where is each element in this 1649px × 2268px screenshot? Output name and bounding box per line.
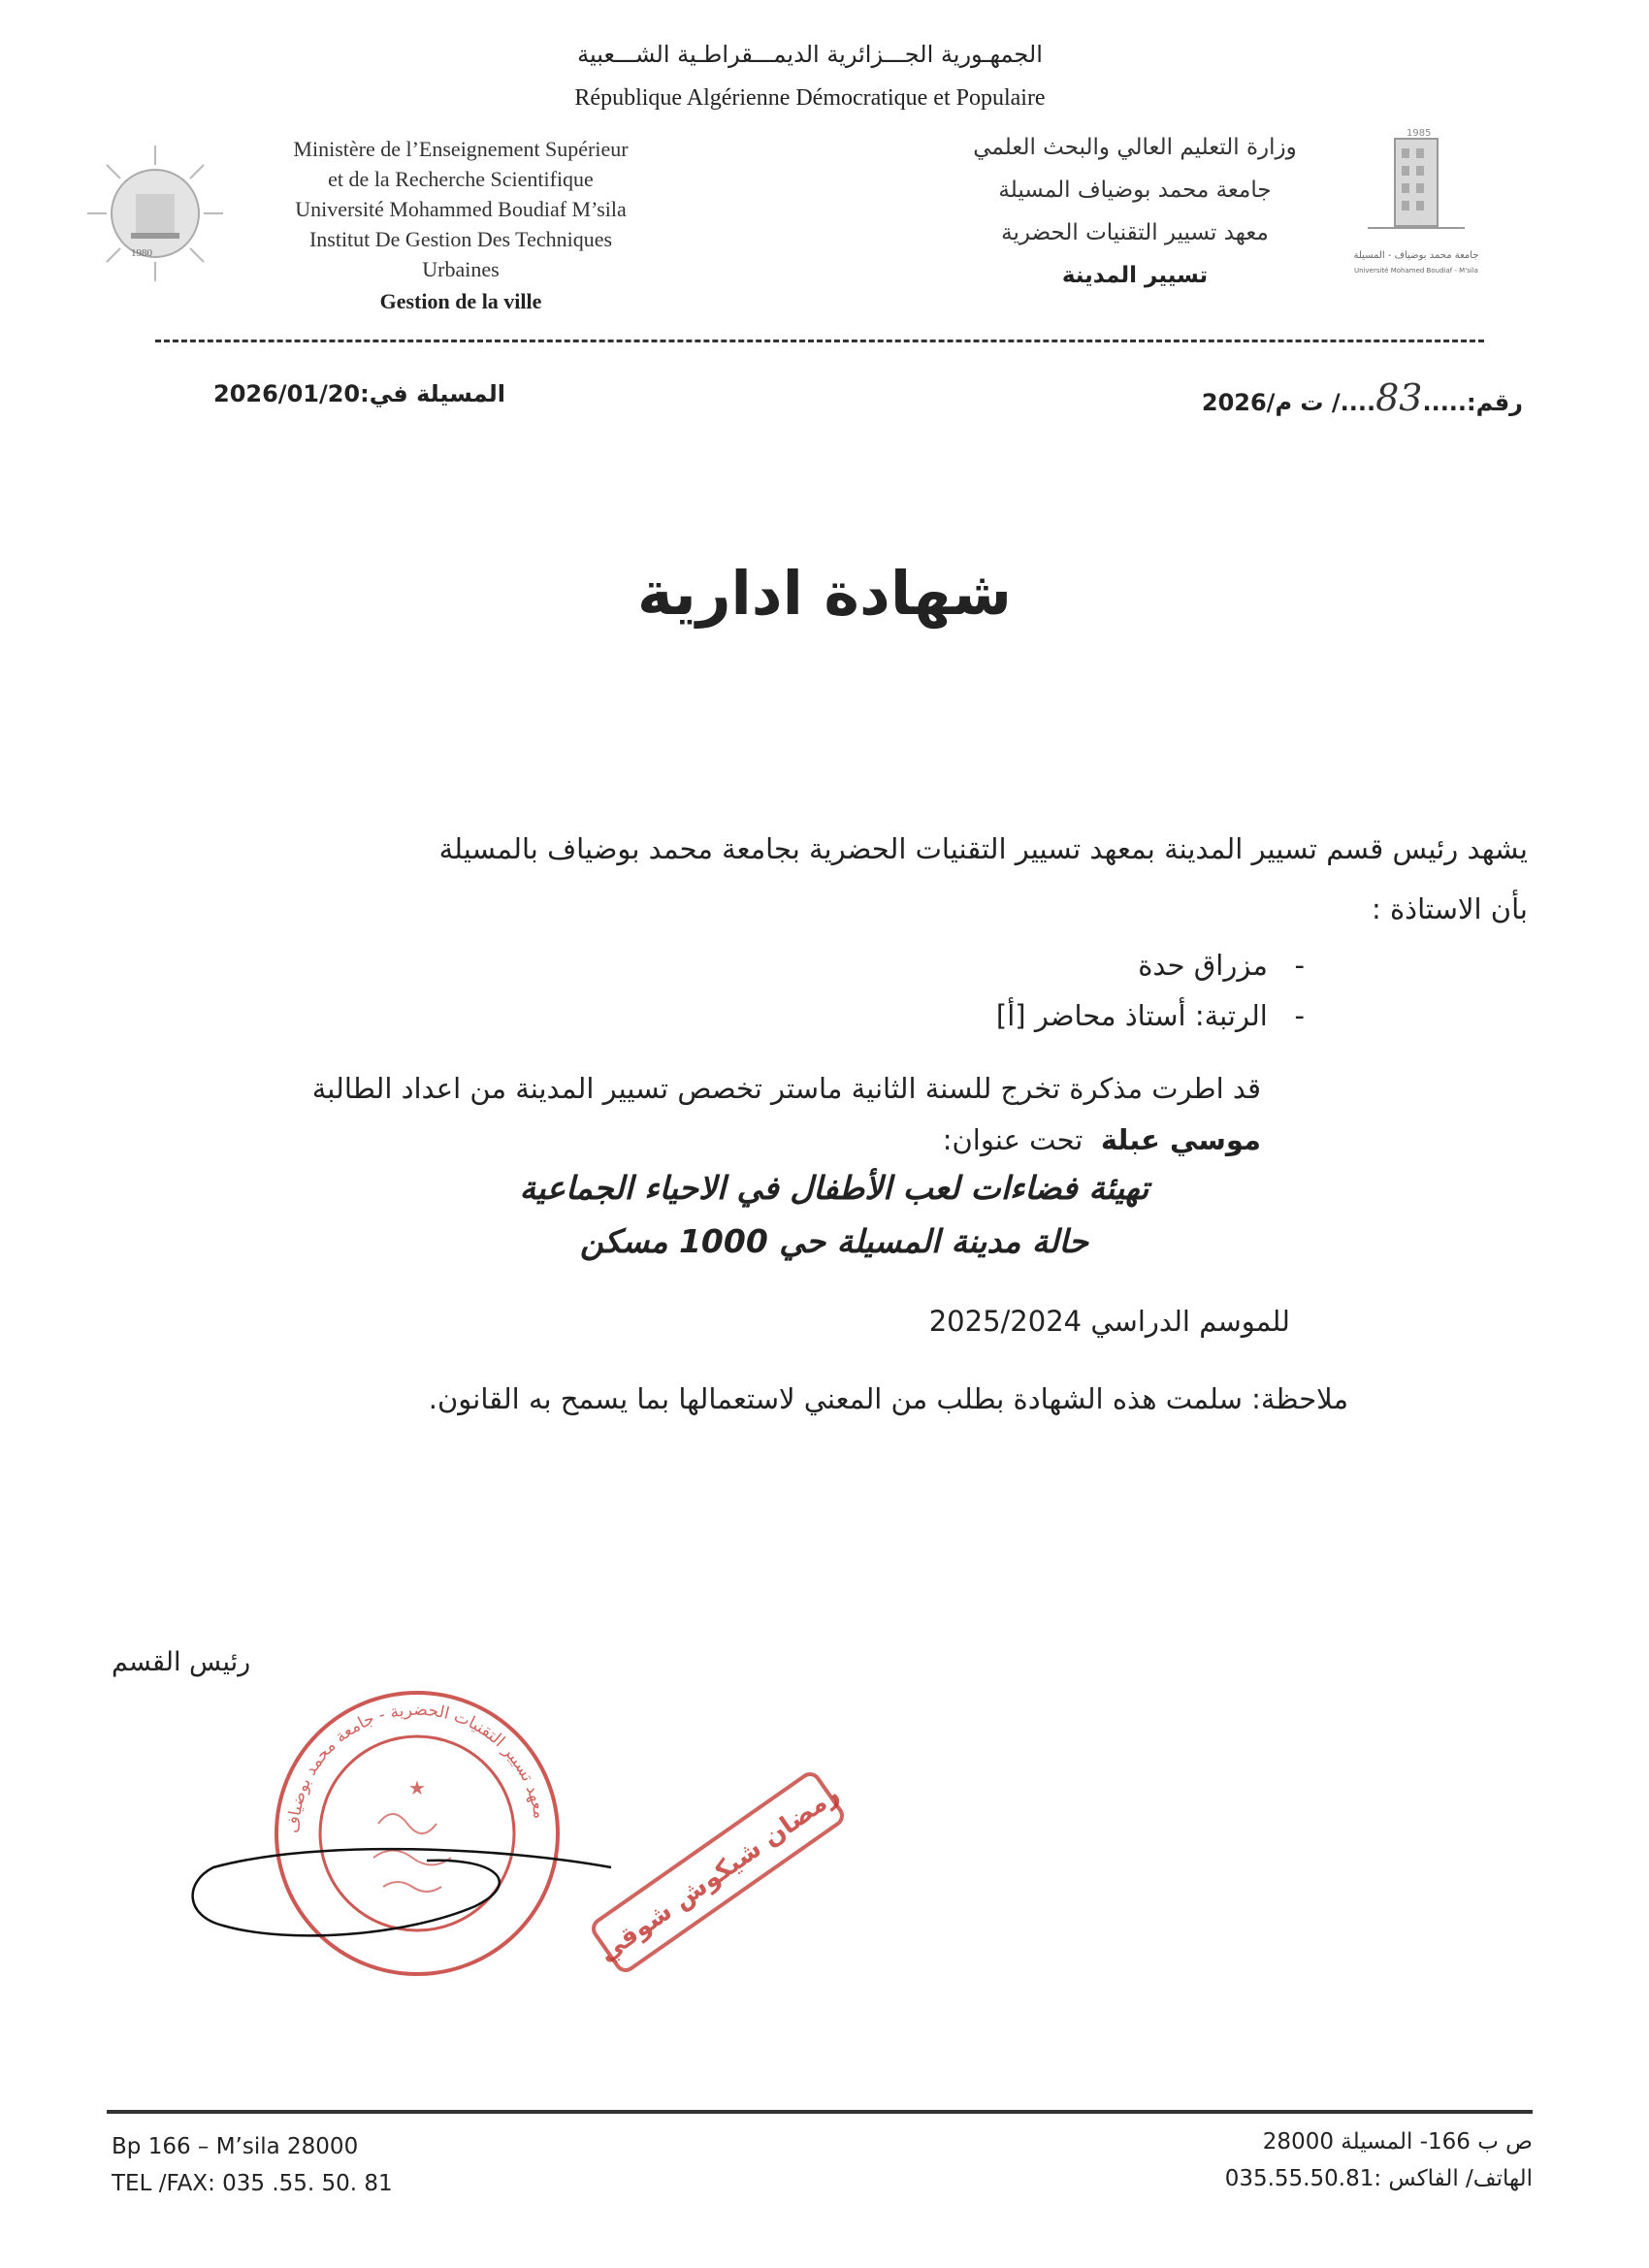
supervisor-name: مزراق حدة — [1138, 949, 1268, 982]
stamp-name-text: رمضان شيكوش شوقي — [593, 1779, 845, 1968]
body-para-2 — [943, 1123, 1261, 1156]
ministry-line-ar: وزارة التعليم العالي والبحث العلمي — [973, 135, 1297, 160]
footer-rule — [107, 2110, 1533, 2114]
sunburst-emblem-icon — [78, 136, 233, 291]
bullet-name — [1138, 949, 1305, 982]
institute-line-ar: معهد تسيير التقنيات الحضرية — [1001, 220, 1269, 245]
note: ملاحظة: سلمت هذه الشهادة بطلب من المعني لاستعمالها بما يسمح به القانون. — [428, 1382, 1348, 1415]
student-name: موسي عبلة — [1100, 1123, 1261, 1156]
body-para-1: قد اطرت مذكرة تخرج للسنة الثانية ماستر تخصص تسيير المدينة من اعداد الطالبة — [311, 1072, 1261, 1105]
seal-star-icon: ★ — [408, 1776, 426, 1799]
university-line: Université Mohammed Boudiaf M’sila — [295, 197, 627, 221]
footer-address-ar: ص ب 166- المسيلة 28000 — [1262, 2129, 1533, 2155]
right-logo-year: 1985 — [1406, 128, 1432, 139]
footer-phone-fr: TEL /FAX: 035 .55. 50. 81 — [112, 2171, 393, 2196]
university-emblem-left — [78, 136, 233, 291]
body-intro-1: يشهد رئيس قسم تسيير المدينة بمعهد تسيير التقنيات الحضرية بجامعة محمد بوضياف بالمسيلة — [438, 832, 1528, 865]
handwritten-signature — [184, 1824, 640, 1969]
svg-text:معهد تسيير التقنيات الحضرية - — [284, 1701, 549, 1834]
republic-french: République Algérienne Démocratique et Populaire — [574, 85, 1046, 111]
right-logo-caption-fr: Université Mohamed Boudiaf - M'sila — [1354, 267, 1478, 275]
republic-arabic: الجمهـورية الجـــزائرية الديمـــقراطـية الشـــعبية — [577, 41, 1043, 68]
signature-role: رئيس القسم — [112, 1647, 251, 1677]
seal-ring-text: معهد تسيير التقنيات الحضرية - جامعة محمد بوضياف — [283, 1700, 550, 1834]
university-line-ar: جامعة محمد بوضياف المسيلة — [998, 178, 1272, 203]
bullet-dash: - — [1267, 949, 1305, 982]
thesis-title-2: حالة مدينة المسيلة حي 1000 مسكن — [579, 1222, 1089, 1260]
right-logo-caption-ar: جامعة محمد بوضياف - المسيلة — [1353, 250, 1479, 261]
bullet-rank — [996, 999, 1305, 1032]
date-label: المسيلة في: — [360, 380, 505, 407]
document-title: شهادة ادارية — [636, 558, 1013, 629]
department-line-ar: تسيير المدينة — [1061, 263, 1209, 288]
ministry-line: Ministère de l’Enseignement Supérieur — [293, 137, 629, 161]
supervisor-rank: الرتبة: أستاذ محاضر [أ] — [995, 999, 1268, 1032]
date-value: 2026/01/20 — [213, 380, 361, 407]
university-building-icon — [1348, 131, 1484, 238]
header-separator — [155, 340, 1484, 342]
body-intro-2: بأن الاستاذة : — [1371, 892, 1528, 925]
footer-address-fr: Bp 166 – M’sila 28000 — [112, 2134, 359, 2159]
issue-date — [213, 380, 505, 407]
reference-handwritten-number: 83 — [1375, 376, 1423, 419]
reference-number — [1202, 376, 1523, 419]
left-logo-year: 1980 — [131, 247, 152, 259]
bullet-dash: - — [1267, 999, 1305, 1032]
header-right-arabic — [931, 126, 1339, 297]
header-left-french — [247, 134, 674, 316]
reference-suffix: ..../ ت م/2026 — [1201, 389, 1376, 416]
title-intro: تحت عنوان: — [942, 1123, 1083, 1156]
department-line-fr: Gestion de la ville — [379, 289, 542, 313]
ministry-line-2: et de la Recherche Scientifique — [328, 167, 594, 191]
signature-scribble-icon — [184, 1824, 640, 1969]
academic-season — [929, 1305, 1290, 1338]
season-value: 2025/2024 — [928, 1305, 1083, 1338]
reference-label: رقم:..... — [1422, 389, 1523, 416]
thesis-title-1: تهيئة فضاءات لعب الأطفال في الاحياء الجماعية — [519, 1169, 1149, 1207]
institute-line-2: Urbaines — [422, 257, 500, 281]
footer-phone-ar: الهاتف/ الفاكس :035.55.50.81 — [1224, 2166, 1533, 2191]
institute-line: Institut De Gestion Des Techniques — [308, 227, 613, 251]
season-label: للموسم الدراسي — [1090, 1305, 1290, 1338]
